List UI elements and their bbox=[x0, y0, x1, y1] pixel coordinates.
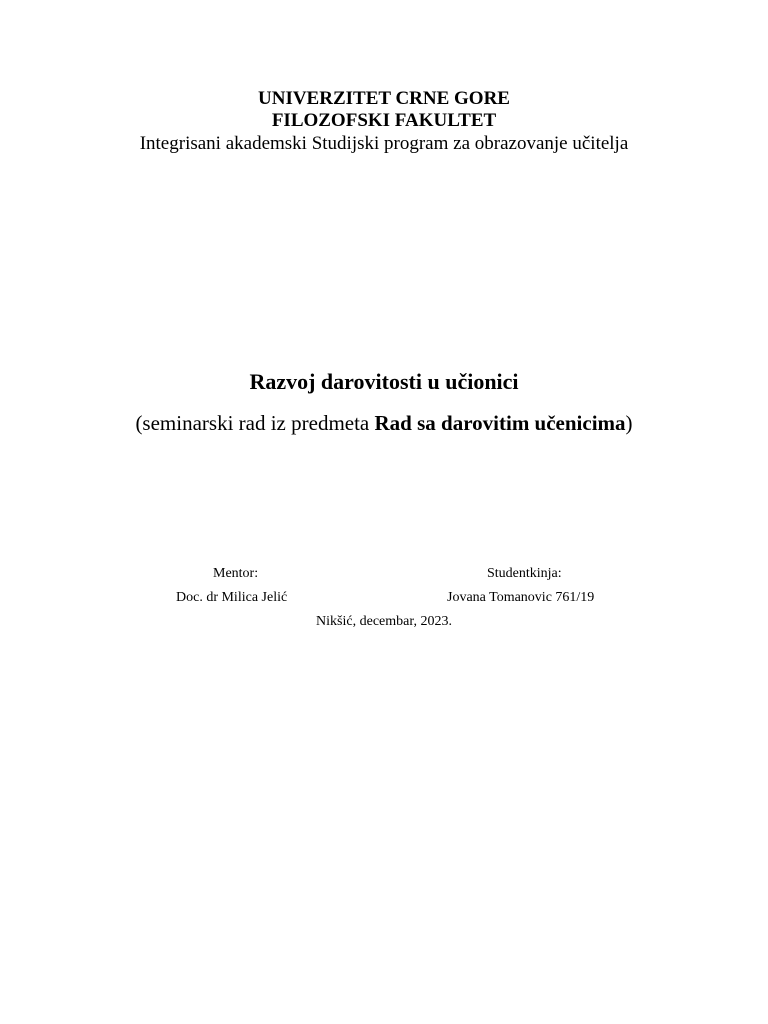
mentor-label: Mentor: bbox=[213, 566, 259, 581]
student-label: Studentkinja: bbox=[487, 566, 562, 581]
student-name: Jovana Tomanovic 761/19 bbox=[447, 590, 595, 605]
faculty-name: FILOZOFSKI FAKULTET bbox=[271, 110, 497, 131]
document-subtitle bbox=[0, 408, 768, 438]
document-title: Razvoj darovitosti u učionici bbox=[249, 369, 519, 394]
study-program: Integrisani akademski Studijski program za obrazovanje učitelja bbox=[139, 133, 629, 154]
mentor-name: Doc. dr Milica Jelić bbox=[176, 590, 288, 605]
subtitle-suffix: ) bbox=[625, 411, 633, 435]
course-name: Rad sa darovitim učenicima bbox=[374, 411, 626, 435]
place-and-date: Nikšić, decembar, 2023. bbox=[316, 614, 452, 629]
university-name: UNIVERZITET CRNE GORE bbox=[258, 88, 510, 109]
subtitle-prefix: (seminarski rad iz predmeta bbox=[135, 411, 375, 435]
